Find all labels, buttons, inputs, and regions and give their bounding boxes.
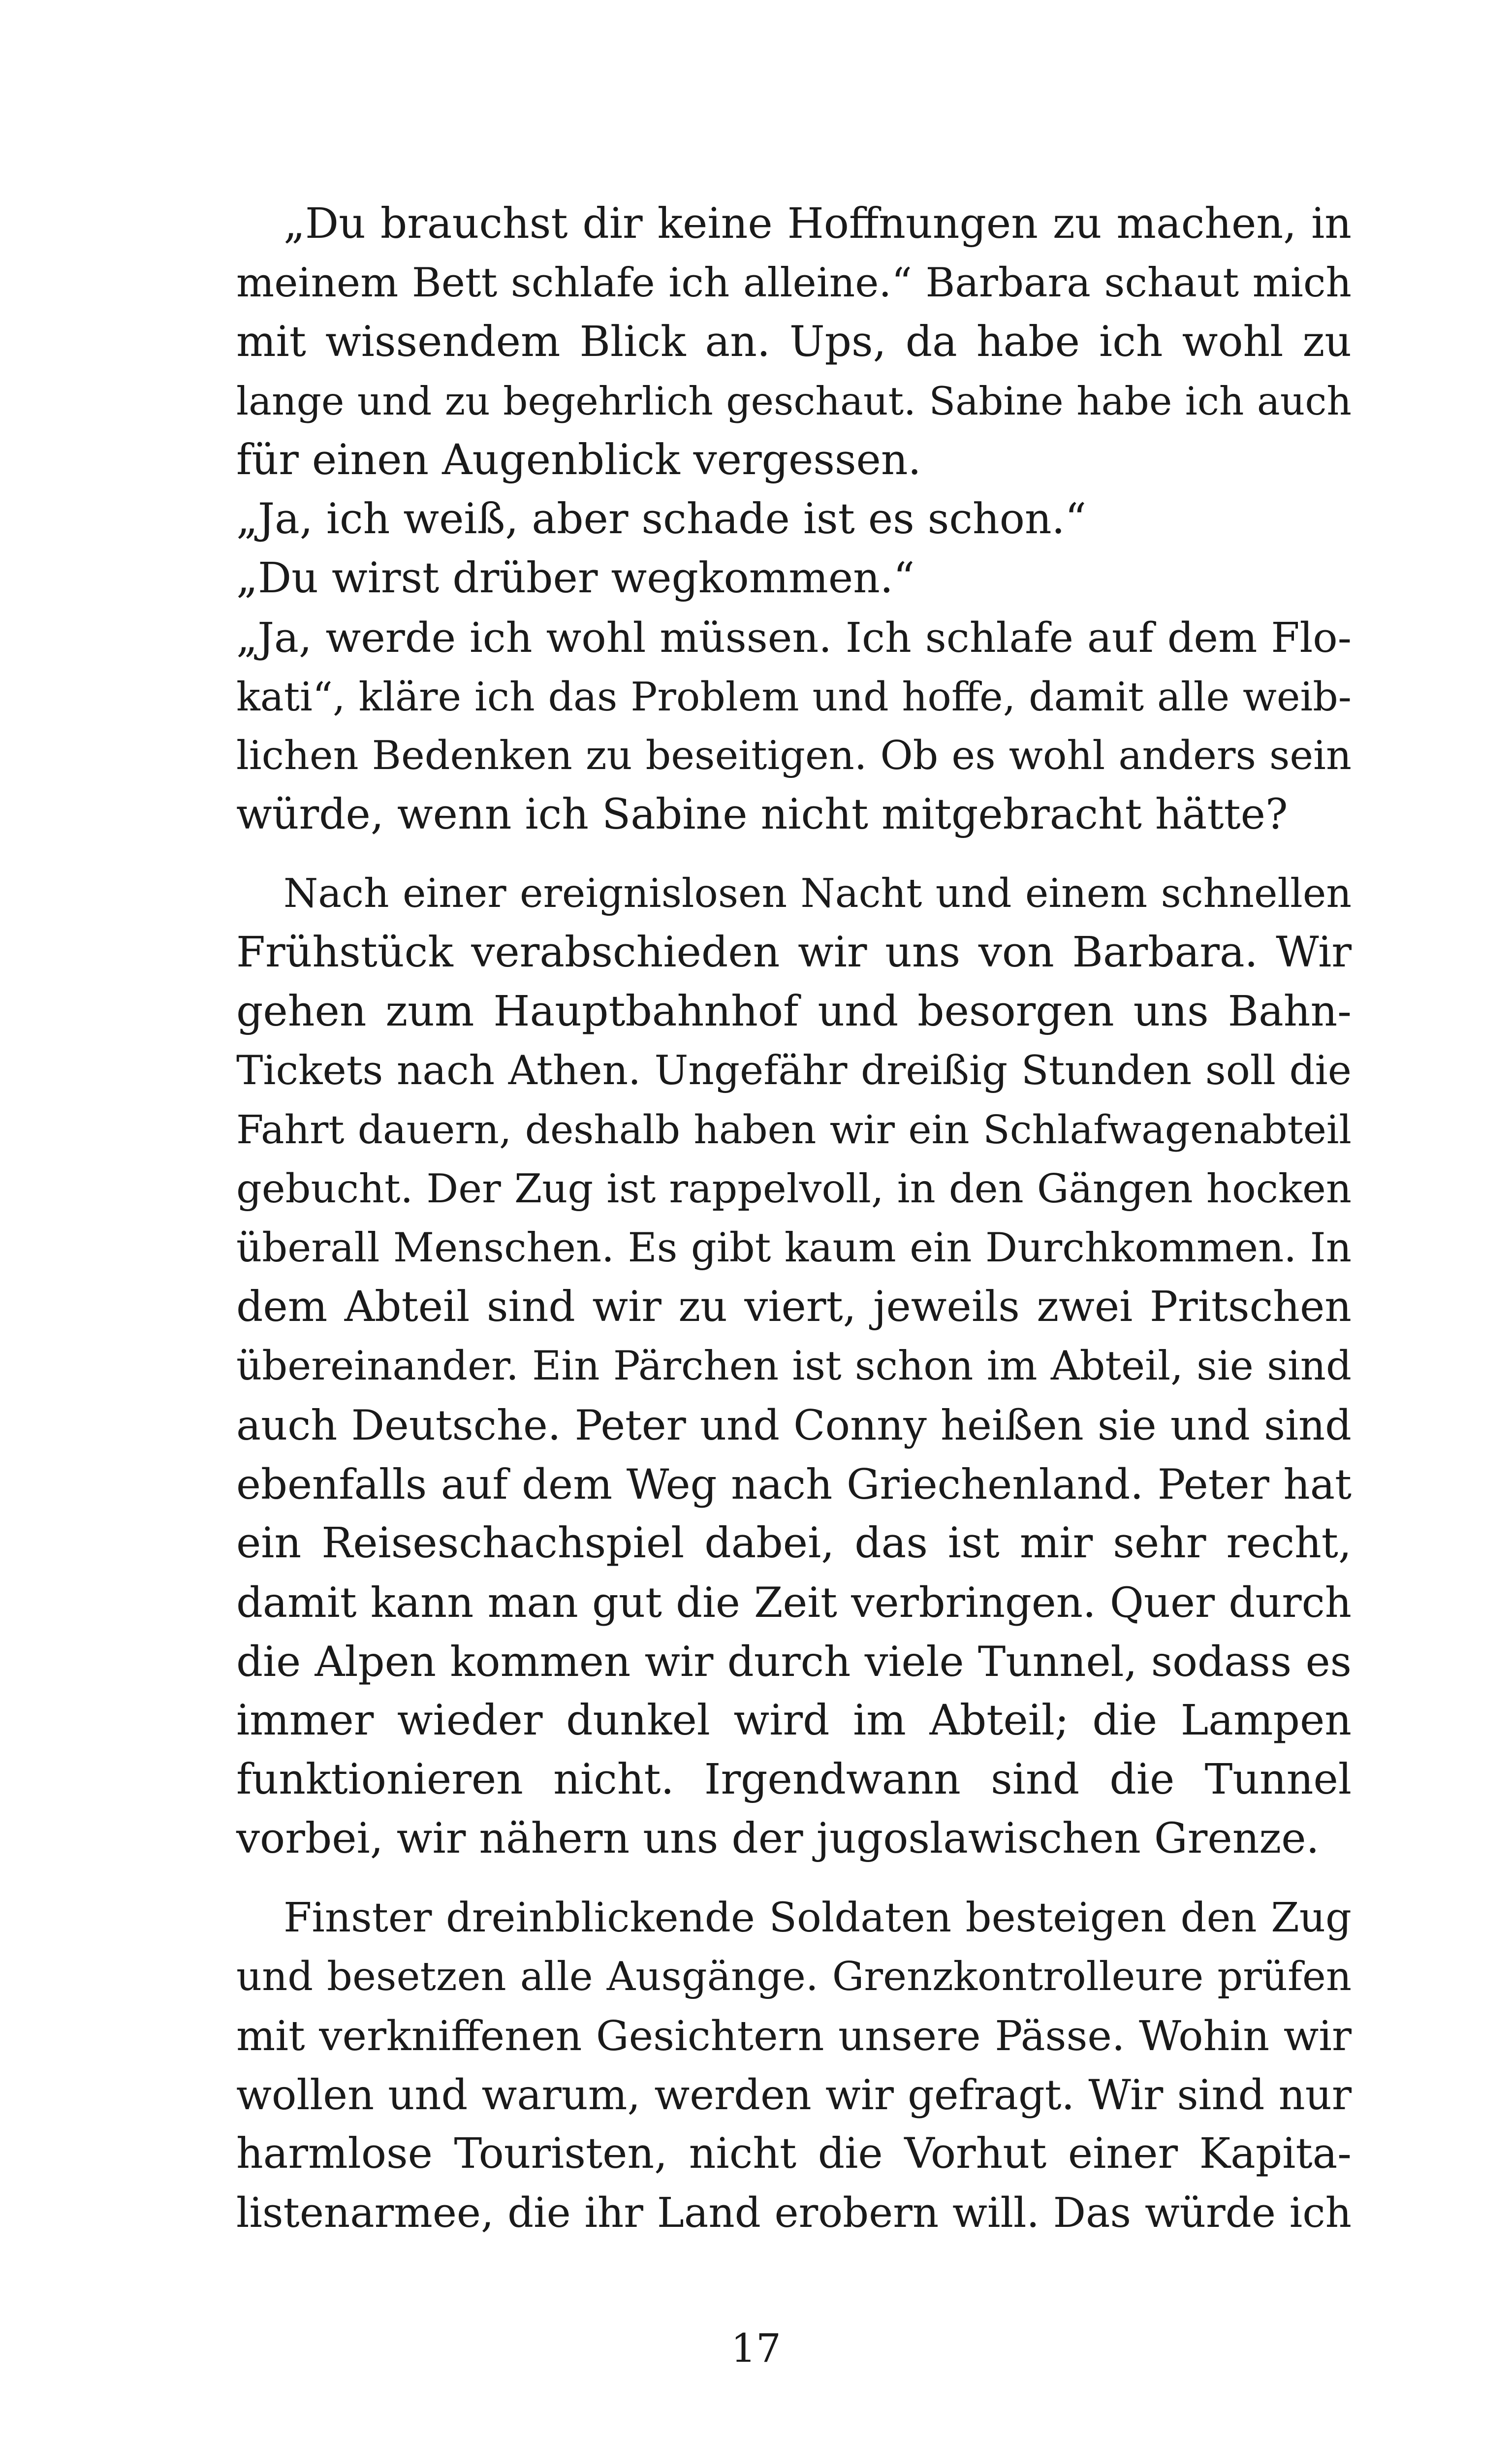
text-line: Tickets nach Athen. Ungefähr dreißig Stunden soll die xyxy=(236,1047,1352,1094)
text-line: „Du brauchst dir keine Hoffnungen zu machen, in xyxy=(284,199,1352,248)
page-number: 17 xyxy=(731,2325,781,2371)
text-line: mit verkniffenen Gesichtern unsere Pässe. Wohin wir xyxy=(236,2012,1352,2060)
text-line: die Alpen kommen wir durch viele Tunnel, sodass es xyxy=(236,1638,1352,1686)
text-line: würde, wenn ich Sabine nicht mitgebracht hätte? xyxy=(236,790,1288,839)
text-line: Frühstück verabschieden wir uns von Barbara. Wir xyxy=(236,928,1352,977)
text-column xyxy=(236,194,1352,2243)
text-line: „Ja, werde ich wohl müssen. Ich schlafe auf dem Flo- xyxy=(236,613,1352,662)
text-line: lichen Bedenken zu beseitigen. Ob es wohl anders sein xyxy=(236,733,1352,779)
text-line: lange und zu begehrlich geschaut. Sabine habe ich auch xyxy=(236,379,1352,424)
text-line: und besetzen alle Ausgänge. Grenzkontrolleure prüfen xyxy=(236,1954,1352,2000)
text-line: Finster dreinblickende Soldaten besteigen den Zug xyxy=(284,1894,1352,1941)
text-line: funktionieren nicht. Irgendwann sind die Tunnel xyxy=(236,1755,1352,1804)
text-line: gebucht. Der Zug ist rappelvoll, in den Gängen hocken xyxy=(236,1166,1352,1212)
text-line: überall Menschen. Es gibt kaum ein Durchkommen. In xyxy=(236,1225,1352,1271)
text-line: „Du wirst drüber wegkommen.“ xyxy=(236,554,915,603)
text-line: immer wieder dunkel wird im Abteil; die Lampen xyxy=(236,1696,1352,1745)
text-line: Fahrt dauern, deshalb haben wir ein Schlafwagenabteil xyxy=(236,1107,1352,1153)
text-line: auch Deutsche. Peter und Conny heißen sie und sind xyxy=(236,1401,1352,1449)
text-line: damit kann man gut die Zeit verbringen. Quer durch xyxy=(236,1578,1352,1627)
text-line: gehen zum Hauptbahnhof und besorgen uns Bahn- xyxy=(236,987,1352,1036)
text-line: für einen Augenblick vergessen. xyxy=(236,436,921,484)
paragraph xyxy=(236,194,1352,844)
text-line: meinem Bett schlafe ich alleine.“ Barbara schaut mich xyxy=(236,259,1352,306)
text-line: dem Abteil sind wir zu viert, jeweils zwei Pritschen xyxy=(236,1283,1352,1331)
paragraph xyxy=(236,1888,1352,2243)
text-line: Nach einer ereignislosen Nacht und einem schnellen xyxy=(284,870,1352,916)
text-line: „Ja, ich weiß, aber schade ist es schon.“ xyxy=(236,495,1087,544)
text-line: vorbei, wir nähern uns der jugoslawischen Grenze. xyxy=(236,1814,1320,1863)
text-line: ein Reiseschachspiel dabei, das ist mir sehr recht, xyxy=(236,1519,1352,1568)
text-line: kati“, kläre ich das Problem und hoffe, damit alle weib- xyxy=(236,674,1352,720)
text-line: wollen und warum, werden wir gefragt. Wir sind nur xyxy=(236,2071,1352,2119)
text-line: harmlose Touristen, nicht die Vorhut einer Kapita- xyxy=(236,2129,1352,2178)
paragraph xyxy=(236,864,1352,1868)
text-line: mit wissendem Blick an. Ups, da habe ich wohl zu xyxy=(236,318,1352,366)
text-line: übereinander. Ein Pärchen ist schon im Abteil, sie sind xyxy=(236,1343,1352,1389)
text-line: listenarmee, die ihr Land erobern will. Das würde ich xyxy=(236,2189,1352,2237)
text-line: ebenfalls auf dem Weg nach Griechenland. Peter hat xyxy=(236,1460,1352,1509)
